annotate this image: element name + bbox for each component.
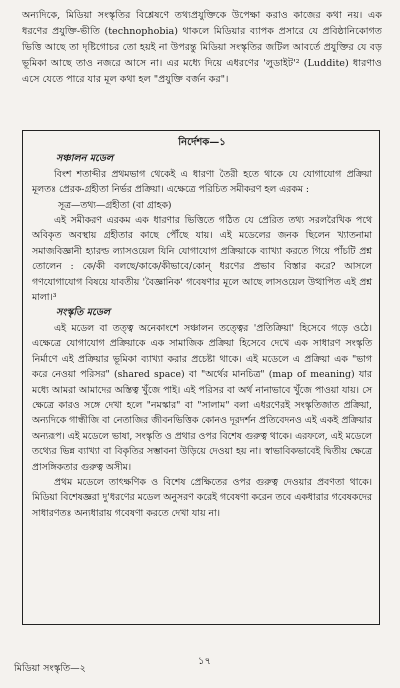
box-title: নির্দেশক—১	[178, 137, 226, 148]
indicator-box	[22, 130, 380, 625]
culture-paragraph-1: এই মডেল বা তত্ত্ব অনেকাংশে সঞ্চালন তত্ত্বের 'প্রতিক্রিয়া' হিসেবে গড়ে ওঠে। এক্ষেত্রে যোগাযোগ প্রক্রিয়াকে এক সামাজিক প্রক্রিয়া হিসেবে দেখে এক সাধারণ সংস্কৃতি নির্মাণে এই প্রক্রিয়ার ভূমিকা ব্যাখ্যা করার প্রচেষ্টা থাকে। এই মডেলে এ প্রক্রিয়া এক "ভাগ করে নেওয়া পরিসর" (shared space) বা "অর্থের মানচিত্র" (map of meaning) যার মধ্যে আমরা আমাদের অস্তিত্ব খুঁজে পাই। এই পরিসর বা অর্থ নানাভাবে খুঁজে পাওয়া যায়। সে ক্ষেত্রে কারও সঙ্গে দেখা হলে "নমস্কার" বা "সালাম" বলা এধরণেরই সংস্কৃতিজাত প্রক্রিয়া, অন্যদিকে গান্ধীজি বা নেতাজির জীবনভিত্তিক কোনও দূরদর্শন প্রতিবেদনও এই একই প্রক্রিয়ার অন্যরূপ। এই মডেলে ভাষা, সংস্কৃতি ও প্রথার ওপর বিশেষ গুরুত্ব থাকে। এরফলে, এই মডেলে তথ্যের ভিন্ন ব্যাখ্যা বা বিকৃতির সম্ভাবনা উড়িয়ে দেওয়া হয় না। স্বাভাবিকভাবেই দ্বিতীয় ক্ষেত্রে প্রাসঙ্গিকতার গুরুত্ব অসীম।	[32, 322, 372, 473]
culture-paragraph-2: প্রথম মডেলে তাৎক্ষণিক ও বিশেষ প্রেক্ষিতের ওপর গুরুত্ব দেওয়ার প্রবণতা থাকে। মিডিয়া বিশেষজ্ঞরা দু'ধরণের মডেল অনুসরণ করেই গবেষণা করেন তবে একধারার গবেষকদের সাধারণতঃ অন্যধারায় গবেষণা করতে দেখা যায় না।	[32, 476, 372, 519]
section-heading-culture-model: সংস্কৃতি মডেল	[56, 307, 111, 319]
running-title: মিডিয়া সংস্কৃতি—২	[14, 663, 86, 674]
communication-formula: সূত্র—তথ্য—গ্রহীতা (বা গ্রাহক)	[58, 199, 172, 211]
page-number: ১৭	[198, 656, 211, 667]
intro-paragraph: অন্যদিকে, মিডিয়া সংস্কৃতির বিশ্লেষণে তথ্যপ্রযুক্তিকে উপেক্ষা করাও কাজের কথা নয়। এক ধরণের প্রযুক্তি-ভীতি (technophobia) থাকলে মিডিয়ার ব্যাপক প্রসারে যে প্রবিষ্ঠানিকোগত ভিত্তি আছে তা দৃষ্টিগোচর তো হয়ই না উপরন্তু মিডিয়া সংস্কৃতির জটিল আবর্তে প্রযুক্তির যে বড় ভূমিকা আছে তাও নজরে আসে না। এর মধ্যে দিয়ে এধরণের 'লুডাইট'² (Luddite) ধারণাও এসে যেতে পারে যার মূল কথা হল "প্রযুক্তি বর্জন কর"।	[22, 10, 382, 85]
transmission-paragraph-2: এই সমীকরণ এরকম এক ধারণার ভিত্তিতে গঠিত যে প্রেরিত তথ্য সরলরৈখিক পথে অবিকৃত অবস্থায় গ্রহীতার কাছে পৌঁছে যায়। এই মডেলের জনক ছিলেন খ্যাতনামা সমাজবিজ্ঞানী হ্যারল্ড ল্যাসওয়েল যিনি যোগাযোগ প্রক্রিয়াকে ব্যাখ্যা করতে গিয়ে পাঁচটি প্রশ্ন তোলেন : কে/কী বলছে/কাকে/কীভাবে/কোন্ ধরণের প্রভাব বিস্তার করে? আসলে গণযোগাযোগ বিষয়ে যাবতীয় 'বৈজ্ঞানিক' গবেষণার মূলে আছে লাসওয়েল উত্থাপিত এই প্রশ্ন মালা।³	[32, 215, 372, 304]
page-footer	[10, 656, 390, 680]
section-heading-transmission-model: সঞ্চালন মডেল	[56, 153, 114, 165]
transmission-paragraph-1: বিংশ শতাব্দীর প্রথমভাগ থেকেই এ ধারণা তৈরী হতে থাকে যে যোগাযোগ প্রক্রিয়া মূলতঃ প্রেরক-গ্রহীতা নির্ভর প্রক্রিয়া। এক্ষেত্রে পরিচিত সমীকরণ হল এরকম :	[32, 168, 372, 196]
